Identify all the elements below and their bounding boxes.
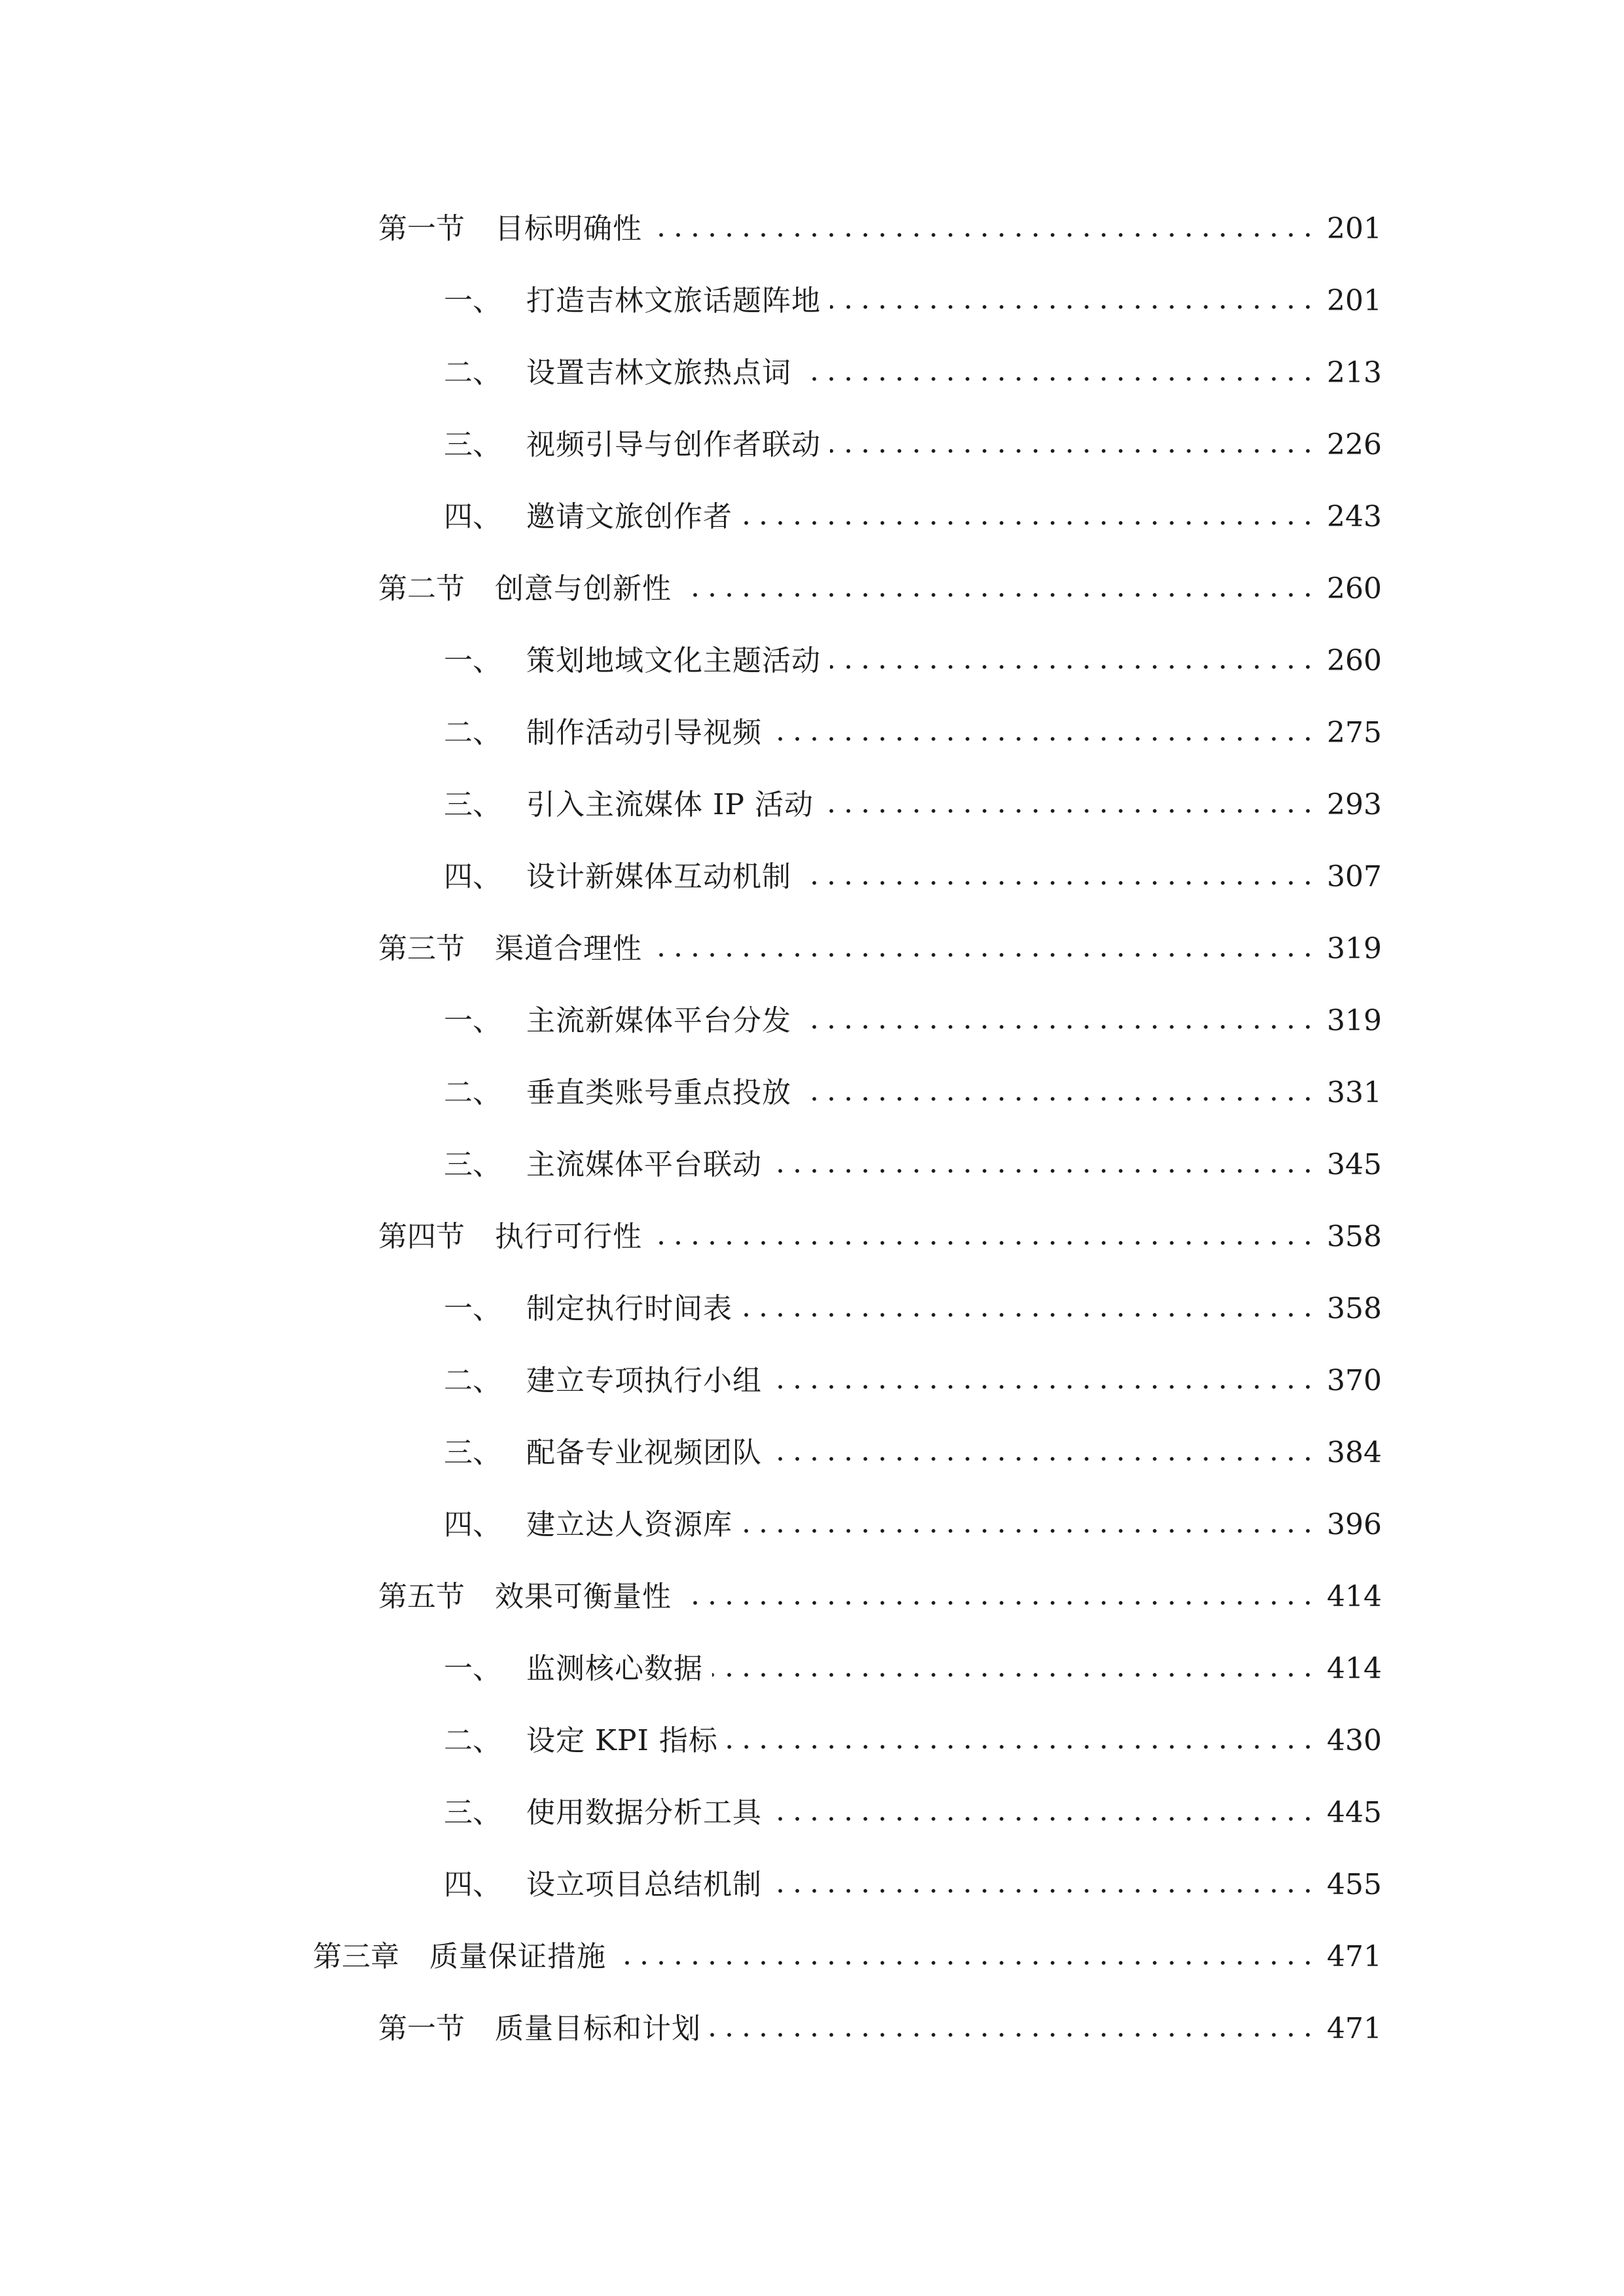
toc-entry-title: 制定执行时间表 bbox=[526, 1292, 732, 1325]
toc-entry-label bbox=[444, 998, 791, 1044]
toc-entry-number: 三、 bbox=[444, 428, 501, 461]
toc-entry-page-number: 384 bbox=[1327, 1436, 1382, 1469]
toc-entry[interactable] bbox=[444, 854, 1382, 900]
toc-entry-number: 二、 bbox=[444, 716, 501, 749]
toc-entry[interactable] bbox=[378, 926, 1382, 972]
toc-entry-title: 目标明确性 bbox=[495, 212, 642, 245]
toc-entry-page-number: 396 bbox=[1327, 1508, 1382, 1541]
toc-entry-number: 四、 bbox=[444, 1868, 501, 1901]
toc-entry-page-number: 345 bbox=[1327, 1148, 1382, 1181]
toc-entry-number: 四、 bbox=[444, 500, 501, 533]
toc-entry-title: 监测核心数据 bbox=[526, 1652, 703, 1685]
toc-entry-title: 使用数据分析工具 bbox=[526, 1796, 762, 1829]
toc-entry-number: 第三节 bbox=[378, 932, 465, 965]
toc-entry-number: 一、 bbox=[444, 1652, 501, 1685]
toc-entry[interactable] bbox=[444, 1790, 1382, 1836]
toc-entry-page-number: 358 bbox=[1327, 1292, 1382, 1325]
toc-entry-title: 配备专业视频团队 bbox=[526, 1436, 762, 1469]
toc-entry[interactable] bbox=[444, 494, 1382, 540]
dot-leader bbox=[771, 1169, 1316, 1173]
toc-entry[interactable] bbox=[444, 350, 1382, 396]
toc-entry-title: 设置吉林文旅热点词 bbox=[526, 356, 791, 389]
toc-entry-label bbox=[378, 2006, 701, 2052]
toc-entry[interactable] bbox=[378, 206, 1382, 252]
toc-entry-page-number: 358 bbox=[1327, 1220, 1382, 1253]
toc-entry-label bbox=[444, 1718, 718, 1764]
dot-leader bbox=[771, 737, 1316, 741]
toc-entry-page-number: 243 bbox=[1327, 500, 1382, 533]
dot-leader bbox=[651, 233, 1316, 237]
toc-entry[interactable] bbox=[444, 278, 1382, 324]
toc-entry-title: 质量目标和计划 bbox=[495, 2012, 701, 2045]
dot-leader bbox=[771, 1385, 1316, 1389]
toc-entry-title: 引入主流媒体 IP 活动 bbox=[526, 788, 814, 821]
toc-entry-label bbox=[444, 350, 791, 396]
toc-entry[interactable] bbox=[444, 1358, 1382, 1404]
toc-entry-label bbox=[378, 566, 672, 612]
toc-entry-label bbox=[444, 854, 791, 900]
toc-entry[interactable] bbox=[444, 710, 1382, 756]
dot-leader bbox=[830, 449, 1316, 453]
toc-entry-page-number: 201 bbox=[1327, 284, 1382, 317]
toc-entry-page-number: 319 bbox=[1327, 1004, 1382, 1037]
toc-entry-label bbox=[378, 1574, 672, 1620]
dot-leader bbox=[727, 1745, 1316, 1749]
toc-entry-label bbox=[444, 1790, 762, 1836]
toc-entry-title: 设计新媒体互动机制 bbox=[526, 860, 791, 893]
toc-entry-label bbox=[444, 1142, 762, 1188]
toc-entry-label bbox=[444, 422, 821, 468]
toc-entry-number: 三、 bbox=[444, 1796, 501, 1829]
toc-entry[interactable] bbox=[444, 1142, 1382, 1188]
toc-entry-page-number: 471 bbox=[1327, 2012, 1382, 2045]
dot-leader bbox=[801, 1025, 1316, 1029]
toc-entry-label bbox=[444, 494, 732, 540]
toc-entry-title: 视频引导与创作者联动 bbox=[526, 428, 821, 461]
toc-entry-page-number: 414 bbox=[1327, 1652, 1382, 1685]
toc-entry-label bbox=[444, 278, 821, 324]
dot-leader bbox=[681, 1601, 1316, 1605]
toc-entry-number: 一、 bbox=[444, 284, 501, 317]
toc-entry-number: 三、 bbox=[444, 788, 501, 821]
toc-entry-title: 制作活动引导视频 bbox=[526, 716, 762, 749]
toc-entry-page-number: 455 bbox=[1327, 1868, 1382, 1901]
toc-entry-page-number: 213 bbox=[1327, 356, 1382, 389]
toc-entry-page-number: 260 bbox=[1327, 572, 1382, 605]
toc-entry-title: 执行可行性 bbox=[495, 1220, 642, 1253]
toc-entry-label bbox=[444, 782, 814, 828]
toc-entry-number: 第四节 bbox=[378, 1220, 465, 1253]
dot-leader bbox=[615, 1961, 1316, 1965]
toc-entry-label bbox=[444, 1430, 762, 1476]
toc-entry-label bbox=[444, 1862, 762, 1908]
dot-leader bbox=[823, 809, 1316, 813]
toc-entry-title: 建立达人资源库 bbox=[526, 1508, 732, 1541]
toc-entry-title: 主流新媒体平台分发 bbox=[526, 1004, 791, 1037]
toc-entry[interactable] bbox=[313, 1934, 1382, 1980]
toc-entry-page-number: 260 bbox=[1327, 644, 1382, 677]
toc-entry-title: 创意与创新性 bbox=[495, 572, 672, 605]
toc-entry-label bbox=[444, 1646, 703, 1692]
toc-entry-page-number: 319 bbox=[1327, 932, 1382, 965]
toc-entry-number: 二、 bbox=[444, 356, 501, 389]
toc-entry-number: 第二节 bbox=[378, 572, 465, 605]
toc-entry-number: 第五节 bbox=[378, 1580, 465, 1613]
toc-entry-number: 一、 bbox=[444, 1004, 501, 1037]
toc-entry[interactable] bbox=[444, 1502, 1382, 1548]
toc-entry[interactable] bbox=[444, 638, 1382, 684]
toc-entry-page-number: 414 bbox=[1327, 1580, 1382, 1613]
toc-entry-title: 建立专项执行小组 bbox=[526, 1364, 762, 1397]
dot-leader bbox=[830, 305, 1316, 309]
toc-entry[interactable] bbox=[444, 1430, 1382, 1476]
dot-leader bbox=[742, 521, 1316, 525]
toc-entry-title: 策划地域文化主题活动 bbox=[526, 644, 821, 677]
toc-entry-page-number: 430 bbox=[1327, 1724, 1382, 1757]
toc-entry-number: 二、 bbox=[444, 1364, 501, 1397]
dot-leader bbox=[801, 881, 1316, 885]
dot-leader bbox=[771, 1889, 1316, 1893]
toc-entry-label bbox=[378, 206, 642, 252]
toc-entry-title: 设定 KPI 指标 bbox=[526, 1724, 718, 1757]
toc-entry-number: 第一节 bbox=[378, 2012, 465, 2045]
toc-entry-page-number: 445 bbox=[1327, 1796, 1382, 1829]
dot-leader bbox=[681, 593, 1316, 597]
toc-entry-page-number: 307 bbox=[1327, 860, 1382, 893]
toc-entry-title: 质量保证措施 bbox=[429, 1940, 606, 1973]
toc-entry-number: 第一节 bbox=[378, 212, 465, 245]
toc-entry[interactable] bbox=[378, 1214, 1382, 1260]
toc-entry[interactable] bbox=[378, 2006, 1382, 2052]
toc-entry-page-number: 226 bbox=[1327, 428, 1382, 461]
toc-entry-title: 设立项目总结机制 bbox=[526, 1868, 762, 1901]
toc-entry-label bbox=[444, 1358, 762, 1404]
toc-entry-title: 效果可衡量性 bbox=[495, 1580, 672, 1613]
toc-entry-number: 三、 bbox=[444, 1436, 501, 1469]
dot-leader bbox=[742, 1529, 1316, 1533]
dot-leader bbox=[771, 1457, 1316, 1461]
dot-leader bbox=[801, 1097, 1316, 1101]
toc-entry-number: 二、 bbox=[444, 1724, 501, 1757]
toc-entry-label bbox=[444, 1070, 791, 1116]
toc-entry-label bbox=[444, 1286, 732, 1332]
toc-entry-page-number: 201 bbox=[1327, 212, 1382, 245]
toc-entry-number: 四、 bbox=[444, 1508, 501, 1541]
toc-entry-title: 邀请文旅创作者 bbox=[526, 500, 732, 533]
toc-entry-page-number: 275 bbox=[1327, 716, 1382, 749]
toc-entry-label bbox=[378, 1214, 642, 1260]
toc-entry-number: 二、 bbox=[444, 1076, 501, 1109]
dot-leader bbox=[771, 1817, 1316, 1821]
dot-leader bbox=[651, 1241, 1316, 1245]
toc-entry[interactable] bbox=[444, 1646, 1382, 1692]
toc-entry-number: 第三章 bbox=[313, 1940, 399, 1973]
toc-entry-number: 一、 bbox=[444, 1292, 501, 1325]
toc-entry[interactable] bbox=[444, 1070, 1382, 1116]
dot-leader bbox=[801, 377, 1316, 381]
toc-entry[interactable] bbox=[378, 566, 1382, 612]
toc-entry-number: 三、 bbox=[444, 1148, 501, 1181]
toc-entry-page-number: 370 bbox=[1327, 1364, 1382, 1397]
toc-entry-number: 四、 bbox=[444, 860, 501, 893]
toc-entry[interactable] bbox=[444, 1862, 1382, 1908]
dot-leader bbox=[651, 953, 1316, 957]
toc-entry-number: 一、 bbox=[444, 644, 501, 677]
toc-entry[interactable] bbox=[444, 1718, 1382, 1764]
toc-entry-label bbox=[378, 926, 642, 972]
toc-entry-label bbox=[444, 638, 821, 684]
dot-leader bbox=[712, 1673, 1316, 1677]
toc-entry-page-number: 293 bbox=[1327, 788, 1382, 821]
toc-entry-label bbox=[444, 710, 762, 756]
toc-entry-title: 主流媒体平台联动 bbox=[526, 1148, 762, 1181]
toc-entry-title: 打造吉林文旅话题阵地 bbox=[526, 284, 821, 317]
toc-entry-label bbox=[444, 1502, 732, 1548]
toc-entry[interactable] bbox=[444, 782, 1382, 828]
toc-entry-label bbox=[313, 1934, 606, 1980]
toc-entry[interactable] bbox=[444, 422, 1382, 468]
dot-leader bbox=[742, 1313, 1316, 1317]
toc-entry[interactable] bbox=[444, 998, 1382, 1044]
toc-entry-title: 渠道合理性 bbox=[495, 932, 642, 965]
toc-entry-page-number: 471 bbox=[1327, 1940, 1382, 1973]
toc-entry-title: 垂直类账号重点投放 bbox=[526, 1076, 791, 1109]
toc-entry[interactable] bbox=[378, 1574, 1382, 1620]
dot-leader bbox=[830, 665, 1316, 669]
dot-leader bbox=[710, 2033, 1316, 2037]
toc-entry-page-number: 331 bbox=[1327, 1076, 1382, 1109]
toc-entry[interactable] bbox=[444, 1286, 1382, 1332]
